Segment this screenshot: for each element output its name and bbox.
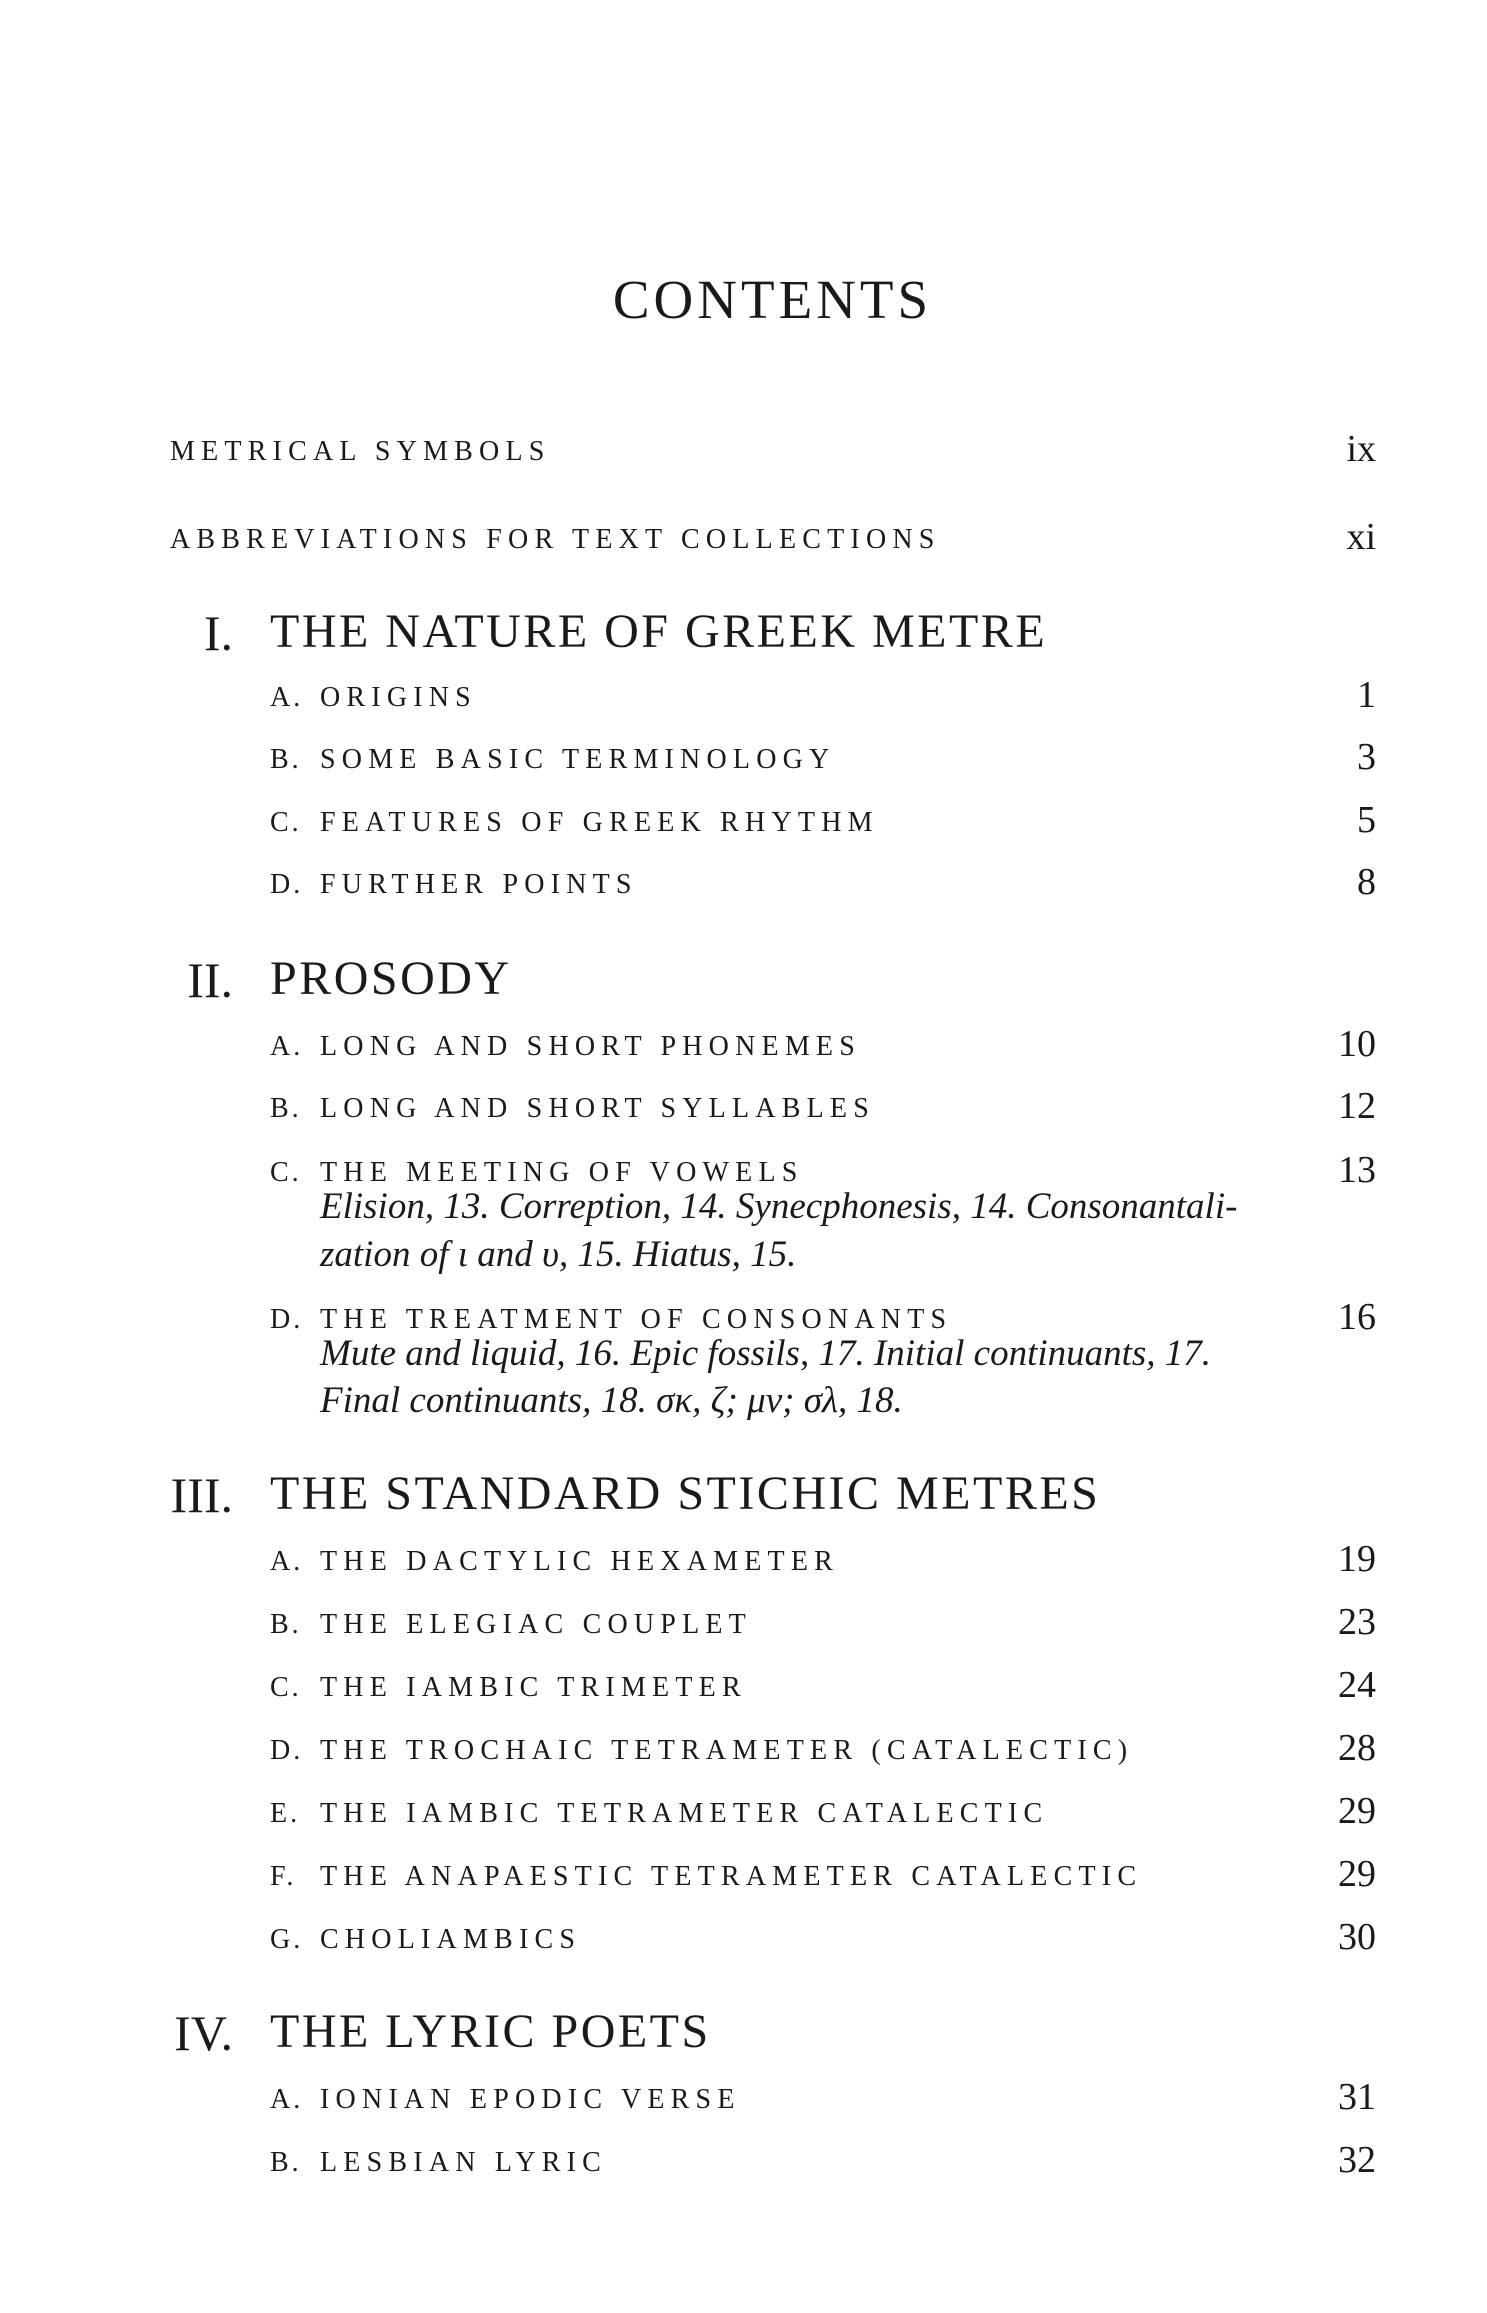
chapter-title: PROSODY — [270, 952, 512, 1005]
section-page: 8 — [1357, 861, 1376, 903]
section-label: LONG AND SHORT SYLLABLES — [320, 1093, 875, 1124]
section-detail-line: Elision, 13. Correption, 14. Synecphonesis, 14. Consonantali- — [320, 1186, 1238, 1227]
section-label: SOME BASIC TERMINOLOGY — [320, 744, 836, 775]
section-letter: B. — [270, 744, 302, 775]
section-page: 23 — [1338, 1601, 1376, 1643]
chapter-numeral: I. — [203, 605, 233, 661]
section-label: ORIGINS — [320, 682, 477, 713]
chapter-heading — [0, 605, 1487, 661]
section-page: 5 — [1357, 799, 1376, 841]
chapter-heading — [0, 952, 1487, 1008]
section-letter: A. — [270, 2084, 304, 2115]
chapter-numeral: II. — [187, 952, 233, 1008]
chapter-numeral: III. — [170, 1467, 233, 1523]
section-detail-line: Mute and liquid, 16. Epic fossils, 17. Initial continuants, 17. — [320, 1333, 1212, 1374]
section-label: THE ANAPAESTIC TETRAMETER CATALECTIC — [320, 1861, 1143, 1892]
section-entry — [0, 1664, 1487, 1724]
section-letter: E. — [270, 1798, 301, 1829]
section-page: 28 — [1338, 1727, 1376, 1769]
section-label: THE MEETING OF VOWELS — [320, 1157, 804, 1188]
section-label: FEATURES OF GREEK RHYTHM — [320, 807, 879, 838]
section-entry — [0, 674, 1487, 734]
section-page: 13 — [1338, 1149, 1376, 1191]
entry-page: xi — [1346, 516, 1376, 558]
section-page: 3 — [1357, 736, 1376, 778]
section-entry — [0, 2139, 1487, 2199]
section-entry — [0, 1790, 1487, 1850]
section-letter: A. — [270, 682, 304, 713]
front-matter-entry — [0, 428, 1487, 488]
entry-label: ABBREVIATIONS FOR TEXT COLLECTIONS — [170, 524, 941, 555]
section-entry — [0, 736, 1487, 796]
section-entry — [0, 1601, 1487, 1661]
section-page: 12 — [1338, 1085, 1376, 1127]
section-entry — [0, 1727, 1487, 1787]
section-letter: D. — [270, 869, 304, 900]
front-matter-entry — [0, 516, 1487, 576]
chapter-heading — [0, 2005, 1487, 2061]
chapter-numeral: IV. — [174, 2005, 233, 2061]
chapter-title: THE STANDARD STICHIC METRES — [270, 1467, 1101, 1520]
section-entry — [0, 1023, 1487, 1083]
section-letter: D. — [270, 1304, 304, 1335]
chapter-heading — [0, 1467, 1487, 1523]
section-letter: C. — [270, 1157, 302, 1188]
section-letter: G. — [270, 1924, 304, 1955]
section-page: 24 — [1338, 1664, 1376, 1706]
section-page: 30 — [1338, 1916, 1376, 1958]
page-title: CONTENTS — [612, 269, 933, 330]
section-letter: A. — [270, 1546, 304, 1577]
section-page: 1 — [1357, 674, 1376, 716]
section-entry — [0, 1085, 1487, 1145]
section-page: 31 — [1338, 2076, 1376, 2118]
section-page: 19 — [1338, 1538, 1376, 1580]
section-detail-line: Final continuants, 18. σκ, ζ; μν; σλ, 18. — [320, 1380, 903, 1421]
section-label: THE ELEGIAC COUPLET — [320, 1609, 752, 1640]
section-entry — [0, 1916, 1487, 1976]
section-label: IONIAN EPODIC VERSE — [320, 2084, 741, 2115]
section-letter: B. — [270, 1093, 302, 1124]
entry-label: METRICAL SYMBOLS — [170, 436, 551, 467]
section-letter: B. — [270, 2147, 302, 2178]
section-page: 29 — [1338, 1853, 1376, 1895]
section-detail-line: zation of ι and υ, 15. Hiatus, 15. — [320, 1234, 797, 1275]
chapter-title: THE LYRIC POETS — [270, 2005, 711, 2058]
entry-page: ix — [1346, 428, 1376, 470]
section-label: LONG AND SHORT PHONEMES — [320, 1031, 861, 1062]
section-page: 16 — [1338, 1296, 1376, 1338]
section-letter: B. — [270, 1609, 302, 1640]
chapter-title: THE NATURE OF GREEK METRE — [270, 605, 1048, 658]
section-entry — [0, 2076, 1487, 2136]
section-letter: F. — [270, 1861, 297, 1892]
section-label: CHOLIAMBICS — [320, 1924, 582, 1955]
section-page: 32 — [1338, 2139, 1376, 2181]
section-entry — [0, 1538, 1487, 1598]
section-page: 29 — [1338, 1790, 1376, 1832]
section-letter: A. — [270, 1031, 304, 1062]
section-label: THE TREATMENT OF CONSONANTS — [320, 1304, 953, 1335]
section-label: LESBIAN LYRIC — [320, 2147, 608, 2178]
section-letter: C. — [270, 807, 302, 838]
section-page: 10 — [1338, 1023, 1376, 1065]
section-label: THE TROCHAIC TETRAMETER (CATALECTIC) — [320, 1735, 1134, 1766]
section-letter: D. — [270, 1735, 304, 1766]
section-entry — [0, 861, 1487, 921]
section-label: FURTHER POINTS — [320, 869, 638, 900]
section-entry — [0, 799, 1487, 859]
section-entry — [0, 1853, 1487, 1913]
section-label: THE IAMBIC TRIMETER — [320, 1672, 747, 1703]
section-label: THE IAMBIC TETRAMETER CATALECTIC — [320, 1798, 1049, 1829]
section-label: THE DACTYLIC HEXAMETER — [320, 1546, 840, 1577]
section-letter: C. — [270, 1672, 302, 1703]
